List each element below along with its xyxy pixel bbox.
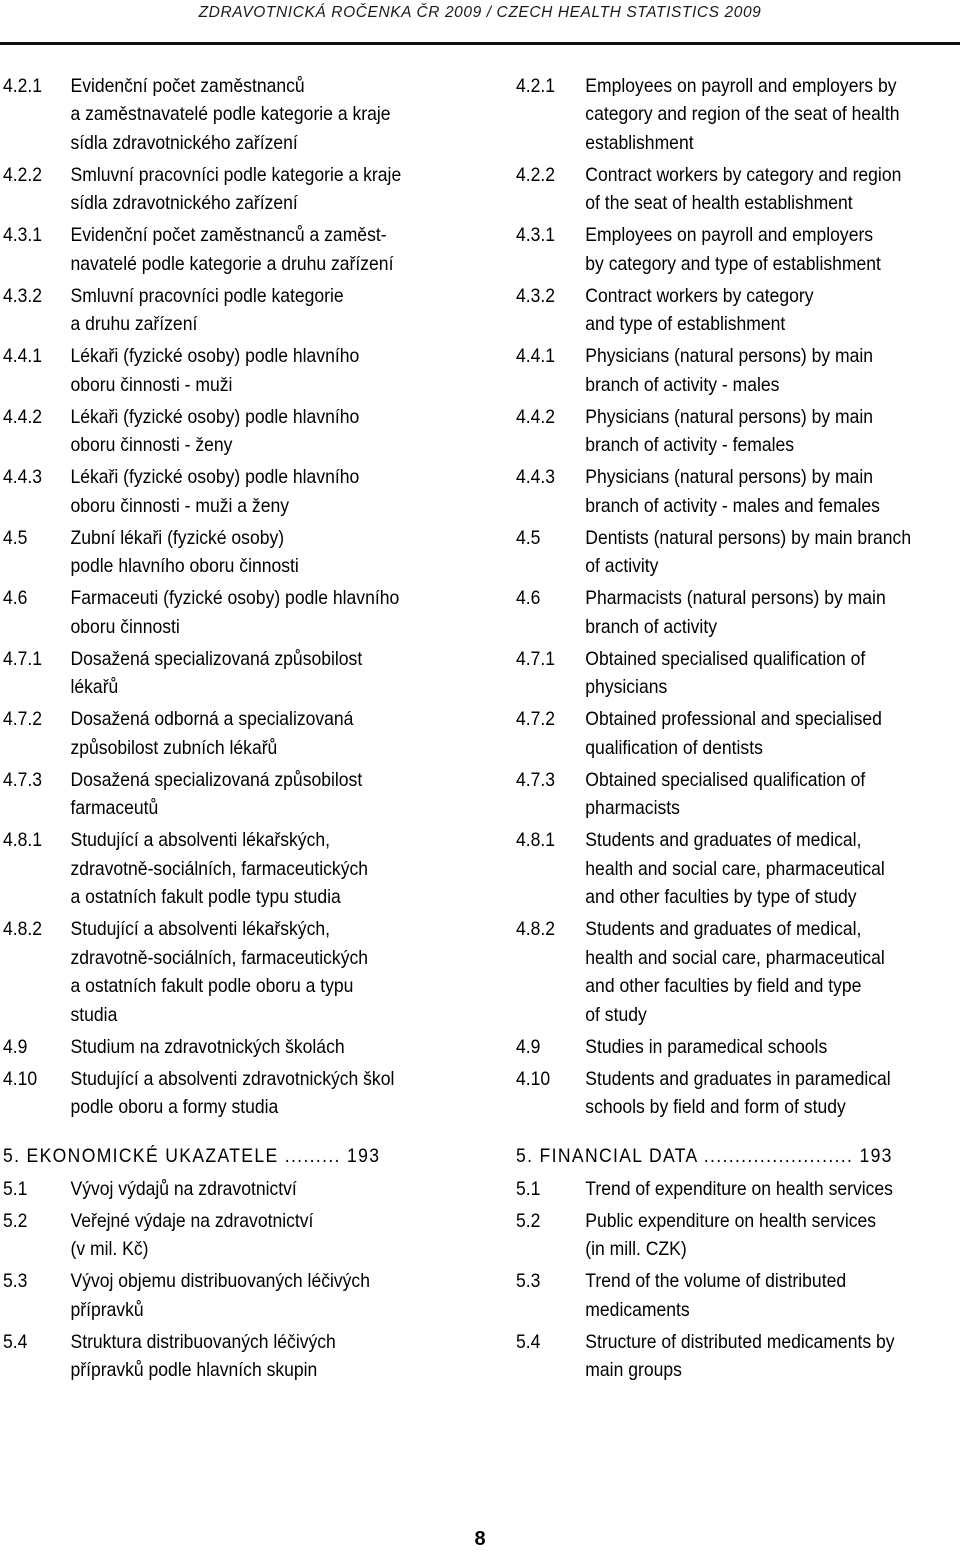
czech-section-list: [3, 1175, 503, 1385]
entry-number: 4.2.2: [3, 163, 43, 186]
toc-entry: [516, 1267, 916, 1324]
entry-number: 4.6: [516, 587, 541, 610]
entry-number: 4.10: [3, 1067, 38, 1090]
section-heading-en: 5. FINANCIAL DATA ........................ 193: [516, 1144, 893, 1167]
entry-number: 4.7.3: [3, 768, 43, 791]
toc-entry: [3, 342, 453, 399]
toc-entry: [3, 584, 453, 641]
toc-entry: [3, 161, 453, 218]
entry-number: 5.3: [516, 1270, 541, 1293]
entry-title: Structure of distributed medicaments by main groups: [585, 1330, 895, 1382]
czech-column: [3, 72, 503, 1384]
entry-number: 5.2: [516, 1209, 541, 1232]
toc-entry: [3, 1207, 453, 1264]
toc-entry: [516, 826, 916, 911]
entry-title: Studium na zdravotnických školách: [70, 1035, 345, 1058]
english-table-list: [516, 72, 960, 1122]
toc-entry: [3, 72, 453, 157]
entry-title: Trend of the volume of distributed medicaments: [585, 1270, 847, 1321]
toc-entry: [3, 645, 453, 702]
toc-entry: [516, 1175, 916, 1203]
entry-number: 4.7.3: [516, 768, 556, 791]
entry-title: Vývoj výdajů na zdravotnictví: [70, 1177, 297, 1200]
entry-title: Smluvní pracovníci podle kategorie a kraje sídla zdravotnického zařízení: [70, 163, 402, 215]
toc-entry: [516, 161, 916, 218]
toc-entry: [516, 584, 916, 641]
entry-title: Students and graduates in paramedical schools by field and form of study: [585, 1067, 891, 1119]
entry-number: 4.7.1: [516, 647, 556, 670]
entry-title: Students and graduates of medical, health and social care, pharmaceutical and other faculties by type of study: [585, 829, 885, 909]
entry-title: Evidenční počet zaměstnanců a zaměst- navatelé podle kategorie a druhu zařízení: [70, 224, 394, 275]
entry-title: Studující a absolventi lékařských, zdravotně-sociálních, farmaceutických a ostatních fakult podle oboru a typu studia: [70, 918, 369, 1026]
header-rule: [0, 42, 960, 45]
entry-title: Studující a absolventi lékařských, zdravotně-sociálních, farmaceutických a ostatních fakult podle typu studia: [70, 829, 369, 909]
page-number: 8: [474, 1528, 486, 1550]
entry-title: Physicians (natural persons) by main branch of activity - females: [585, 405, 874, 457]
entry-number: 4.5: [516, 526, 541, 549]
entry-number: 5.1: [3, 1177, 28, 1200]
entry-title: Public expenditure on health services (in mill. CZK): [585, 1209, 877, 1261]
entry-title: Dosažená specializovaná způsobilost farmaceutů: [70, 768, 363, 820]
entry-title: Farmaceuti (fyzické osoby) podle hlavního oboru činnosti: [70, 587, 400, 638]
toc-entry: [3, 1065, 453, 1122]
entry-number: 4.8.2: [3, 918, 43, 941]
toc-entry: [3, 766, 453, 823]
entry-title: Zubní lékaři (fyzické osoby) podle hlavního oboru činnosti: [70, 526, 299, 578]
toc-entry: [3, 1033, 453, 1061]
entry-title: Employees on payroll and employers by category and region of the seat of health establishment: [585, 75, 900, 154]
running-header: ZDRAVOTNICKÁ ROČENKA ČR 2009 / CZECH HEALTH STATISTICS 2009: [198, 4, 762, 21]
toc-entry: [3, 705, 453, 762]
entry-title: Dosažená specializovaná způsobilost lékařů: [70, 647, 363, 699]
toc-entry: [516, 915, 916, 1029]
entry-title: Studies in paramedical schools: [585, 1035, 828, 1058]
entry-title: Physicians (natural persons) by main branch of activity - males: [585, 345, 874, 396]
entry-number: 4.9: [3, 1035, 28, 1058]
entry-title: Contract workers by category and region of the seat of health establishment: [585, 163, 902, 215]
toc-entry: [3, 463, 453, 520]
entry-title: Physicians (natural persons) by main branch of activity - males and females: [585, 466, 880, 517]
toc-entry: [516, 524, 916, 581]
entry-number: 4.7.1: [3, 647, 43, 670]
entry-number: 5.3: [3, 1270, 28, 1293]
entry-number: 4.3.2: [516, 284, 556, 307]
toc-entry: [516, 72, 916, 157]
section-heading-cz: 5. EKONOMICKÉ UKAZATELE ......... 193: [3, 1144, 381, 1167]
entry-title: Struktura distribuovaných léčivých přípravků podle hlavních skupin: [70, 1330, 336, 1382]
entry-title: Obtained specialised qualification of pharmacists: [585, 768, 866, 820]
entry-title: Dosažená odborná a specializovaná způsobilost zubních lékařů: [70, 708, 354, 759]
entry-number: 4.2.2: [516, 163, 556, 186]
toc-entry: [516, 705, 916, 762]
toc-entry: [3, 1328, 453, 1385]
entry-title: Contract workers by category and type of establishment: [585, 284, 814, 336]
entry-number: 4.8.1: [3, 829, 43, 852]
entry-title: Veřejné výdaje na zdravotnictví (v mil. Kč): [70, 1209, 314, 1261]
entry-number: 5.4: [3, 1330, 28, 1353]
entry-number: 4.3.1: [3, 224, 43, 247]
entry-number: 4.4.1: [516, 345, 556, 368]
entry-number: 5.1: [516, 1177, 541, 1200]
entry-number: 4.6: [3, 587, 28, 610]
entry-title: Employees on payroll and employers by category and type of establishment: [585, 224, 881, 275]
entry-title: Students and graduates of medical, health and social care, pharmaceutical and other faculties by field and type of study: [585, 918, 885, 1026]
entry-number: 4.5: [3, 526, 28, 549]
entry-title: Lékaři (fyzické osoby) podle hlavního oboru činnosti - ženy: [70, 405, 360, 457]
toc-entry: [3, 221, 453, 278]
toc-entry: [3, 403, 453, 460]
entry-number: 4.2.1: [3, 75, 43, 97]
entry-number: 5.2: [3, 1209, 28, 1232]
entry-number: 4.3.2: [3, 284, 43, 307]
entry-title: Trend of expenditure on health services: [585, 1177, 893, 1200]
toc-entry: [3, 826, 453, 911]
toc-entry: [516, 282, 916, 339]
entry-title: Smluvní pracovníci podle kategorie a druhu zařízení: [70, 284, 344, 336]
toc-entry: [3, 1175, 453, 1203]
toc-entry: [516, 463, 916, 520]
entry-title: Obtained specialised qualification of physicians: [585, 647, 866, 699]
entry-title: Pharmacists (natural persons) by main branch of activity: [585, 587, 886, 638]
toc-entry: [516, 221, 916, 278]
toc-entry: [516, 403, 916, 460]
entry-number: 4.7.2: [516, 708, 556, 731]
english-column: [516, 72, 960, 1384]
toc-entry: [516, 766, 916, 823]
toc-entry: [3, 1267, 453, 1324]
english-section-list: [516, 1175, 960, 1385]
entry-number: 4.7.2: [3, 708, 43, 731]
entry-title: Studující a absolventi zdravotnických škol podle oboru a formy studia: [70, 1067, 395, 1119]
toc-entry: [3, 524, 453, 581]
toc-entry: [516, 645, 916, 702]
entry-number: 4.9: [516, 1035, 541, 1058]
entry-number: 4.10: [516, 1067, 551, 1090]
toc-entry: [516, 342, 916, 399]
toc-entry: [516, 1328, 916, 1385]
entry-number: 4.3.1: [516, 224, 556, 247]
entry-number: 4.4.3: [516, 466, 556, 489]
toc-entry: [516, 1207, 916, 1264]
entry-number: 4.2.1: [516, 75, 556, 97]
entry-title: Lékaři (fyzické osoby) podle hlavního oboru činnosti - muži a ženy: [70, 466, 360, 517]
entry-number: 4.4.2: [3, 405, 43, 428]
czech-table-list: [3, 72, 503, 1122]
toc-entry: [516, 1033, 916, 1061]
toc-entry: [3, 915, 453, 1029]
entry-number: 4.8.2: [516, 918, 556, 941]
entry-title: Evidenční počet zaměstnanců a zaměstnavatelé podle kategorie a kraje sídla zdravotnického zařízení: [70, 75, 391, 154]
entry-number: 4.4.1: [3, 345, 43, 368]
toc-entry: [3, 282, 453, 339]
entry-number: 5.4: [516, 1330, 541, 1353]
entry-number: 4.4.3: [3, 466, 43, 489]
toc-entry: [516, 1065, 916, 1122]
entry-number: 4.4.2: [516, 405, 556, 428]
entry-number: 4.8.1: [516, 829, 556, 852]
entry-title: Obtained professional and specialised qualification of dentists: [585, 708, 882, 759]
entry-title: Vývoj objemu distribuovaných léčivých přípravků: [70, 1270, 370, 1321]
entry-title: Dentists (natural persons) by main branch of activity: [585, 526, 912, 578]
entry-title: Lékaři (fyzické osoby) podle hlavního oboru činnosti - muži: [70, 345, 360, 396]
